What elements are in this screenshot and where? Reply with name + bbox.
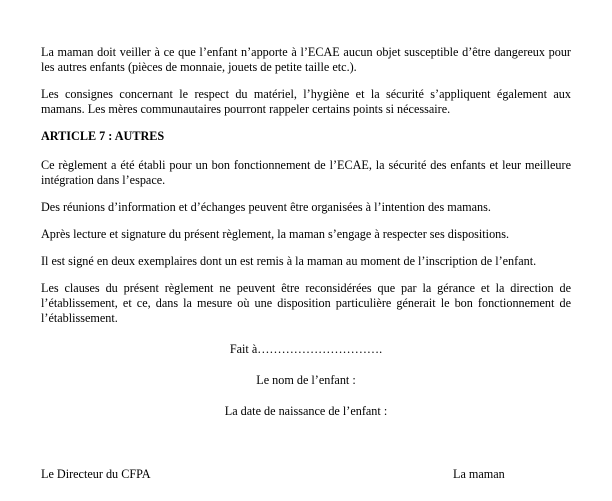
paragraph-clauses: Les clauses du présent règlement ne peuvent être reconsidérées que par la gérance et la direction de l’établissement, et ce, dans la mesure où une disposition particulière génerait le bon fonctionnement de l’établissement.	[41, 281, 571, 325]
paragraph-objects: La maman doit veiller à ce que l’enfant n’apporte à l’ECAE aucun objet susceptible d’être dangereux pour les autres enfants (pièces de monnaie, jouets de petite taille etc.).	[41, 45, 571, 74]
paragraph-signature: Après lecture et signature du présent règlement, la maman s’engage à respecter ses dispositions.	[41, 227, 510, 241]
document-page	[41, 45, 571, 419]
signature-mother: La maman	[453, 467, 505, 481]
child-name-line: Le nom de l’enfant :	[256, 373, 356, 387]
fait-a-line: Fait à………………………….	[229, 342, 383, 356]
signature-director: Le Directeur du CFPA	[41, 467, 151, 481]
paragraph-consignes: Les consignes concernant le respect du matériel, l’hygiène et la sécurité s’appliquent également aux mamans. Les mères communautaires pourront rappeler certains points si nécessaire.	[41, 87, 571, 116]
signature-block	[41, 467, 571, 483]
child-birthdate-line: La date de naissance de l’enfant :	[224, 404, 388, 418]
paragraph-exemplaires: Il est signé en deux exemplaires dont un est remis à la maman au moment de l’inscription de l’enfant.	[41, 254, 537, 268]
paragraph-reunions: Des réunions d’information et d’échanges peuvent être organisées à l’intention des mamans.	[41, 200, 491, 214]
article-heading: ARTICLE 7 : AUTRES	[41, 129, 165, 143]
paragraph-reglement: Ce règlement a été établi pour un bon fonctionnement de l’ECAE, la sécurité des enfants et leur meilleure intégration dans l’espace.	[41, 158, 571, 187]
